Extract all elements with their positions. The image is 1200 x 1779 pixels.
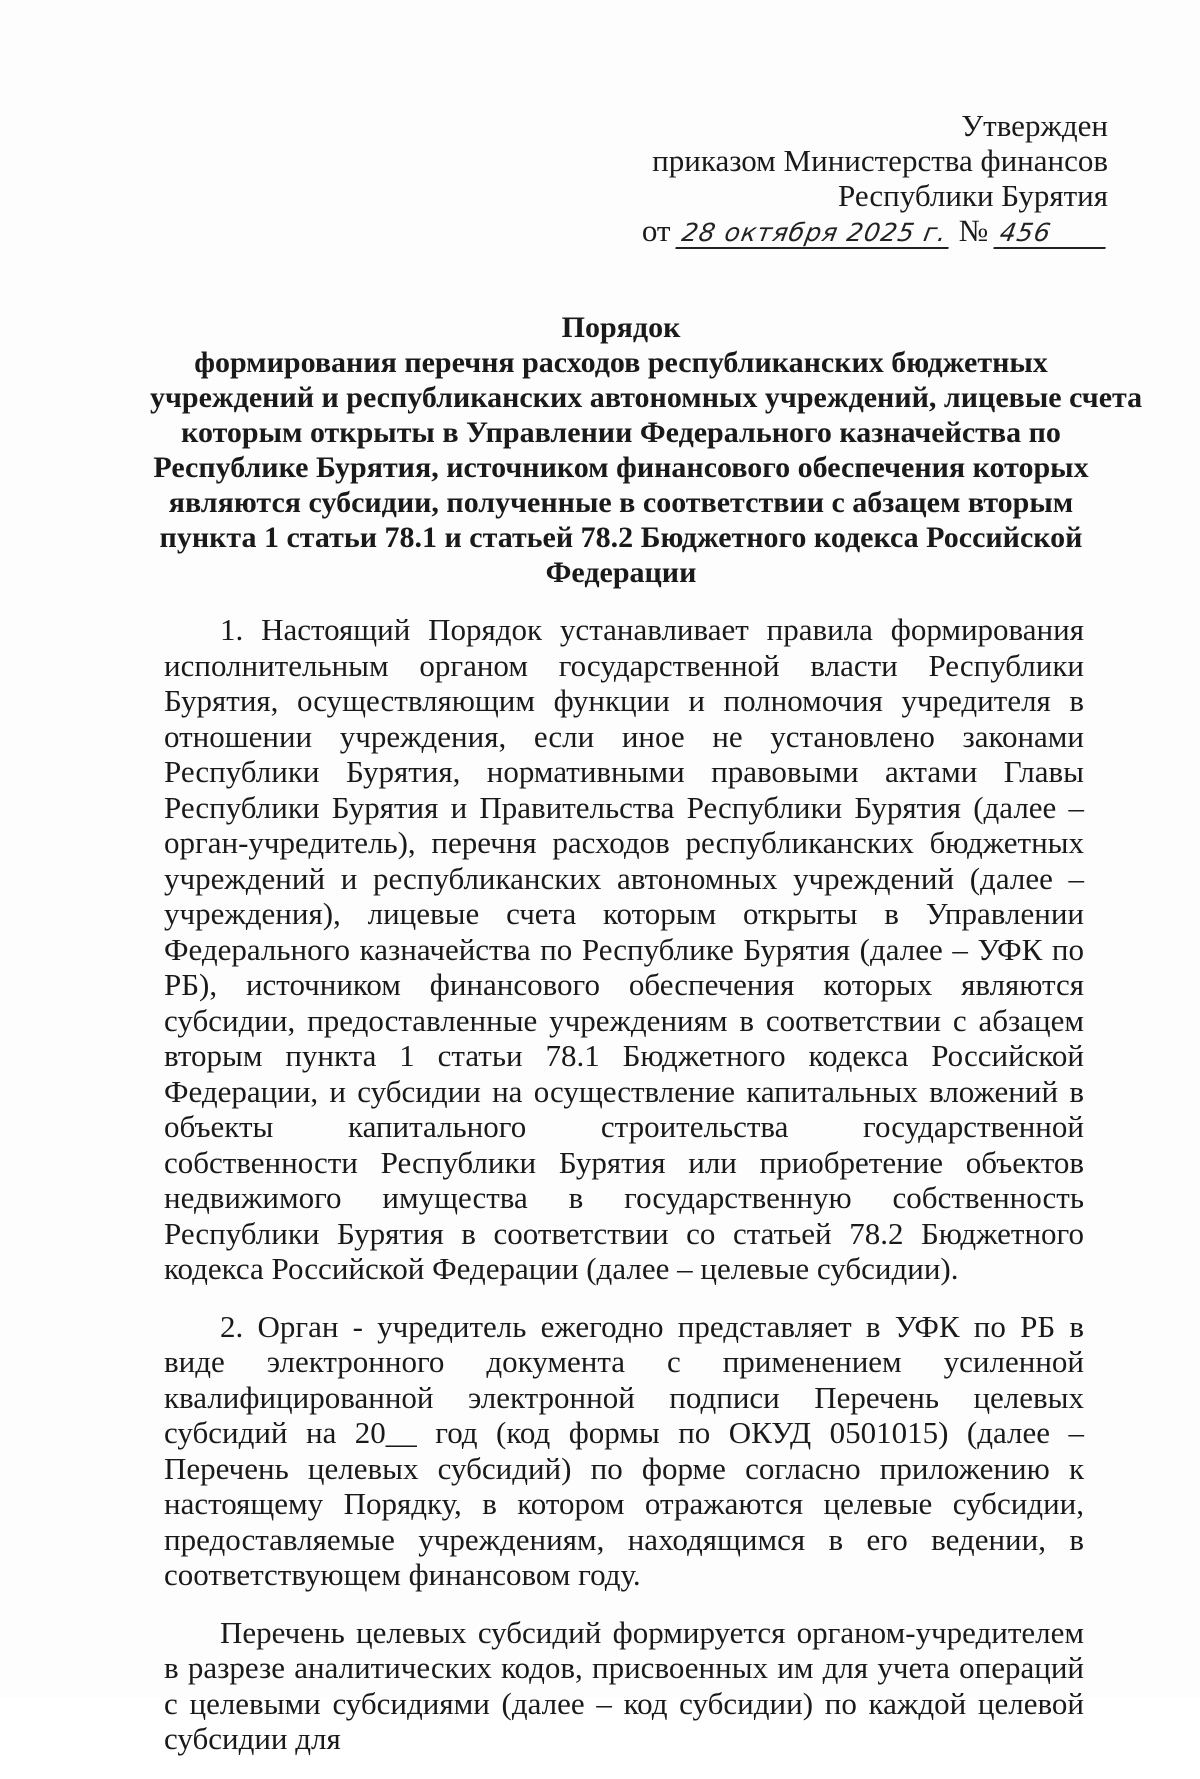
- title-line: Федерации: [545, 556, 697, 589]
- approval-stamp-block: [642, 108, 1108, 249]
- document-body: [164, 612, 1084, 1779]
- paragraph-3: Перечень целевых субсидий формируется органом-учредителем в разрезе аналитических кодов, присвоенных им для учета операций с целевыми субсидиями (далее – код субсидии) по каждой целевой субсидии для: [164, 1614, 1084, 1756]
- title-line: учреждений и республиканских автономных учреждений, лицевые счета: [150, 381, 1143, 414]
- paragraph-2: 2. Орган - учредитель ежегодно представляет в УФК по РБ в виде электронного документа с применением усиленной квалифицированной электронной подписи Перечень целевых субсидий на 20__ год (код формы по ОКУД 0501015) (далее – Перечень целевых субсидий) по форме согласно приложению к настоящему Порядку, в котором отражаются целевые субсидии, предоставляемые учреждениям, находящимся в его ведении, в соответствующем финансовом году.: [164, 1308, 1084, 1592]
- title-line: Республике Бурятия, источником финансового обеспечения которых: [153, 451, 1089, 484]
- handwritten-number: 456: [993, 219, 1110, 249]
- handwritten-date: 28 октября 2025 г.: [676, 219, 954, 249]
- title-heading: Порядок: [561, 311, 681, 344]
- approval-date-number-line: [642, 213, 1108, 249]
- title-line: являются субсидии, полученные в соответствии с абзацем вторым: [168, 486, 1074, 519]
- from-prefix: от: [641, 213, 671, 248]
- document-title: [150, 310, 1143, 590]
- title-line: формирования перечня расходов республиканских бюджетных: [194, 346, 1048, 379]
- paragraph-1: 1. Настоящий Порядок устанавливает правила формирования исполнительным органом государственной власти Республики Бурятия, осуществляющим функции и полномочия учредителя в отношении учреждения, если иное не установлено законами Республики Бурятия, нормативными правовыми актами Главы Республики Бурятия и Правительства Республики Бурятия (далее – орган-учредитель), перечня расходов республиканских бюджетных учреждений и республиканских автономных учреждений (далее – учреждения), лицевые счета которым открыты в Управлении Федерального казначейства по Республике Бурятия (далее – УФК по РБ), источником финансового обеспечения которых являются субсидии, предоставленные учреждениям в соответствии с абзацем вторым пункта 1 статьи 78.1 Бюджетного кодекса Российской Федерации, и субсидии на осуществление капитальных вложений в объекты капитального строительства государственной собственности Республики Бурятия или приобретение объектов недвижимого имущества в государственную собственность Республики Бурятия в соответствии со статьей 78.2 Бюджетного кодекса Российской Федерации (далее – целевые субсидии).: [164, 612, 1084, 1286]
- number-prefix: №: [958, 213, 989, 248]
- title-line: которым открыты в Управлении Федерального казначейства по: [181, 416, 1061, 449]
- title-line: пункта 1 статьи 78.1 и статьей 78.2 Бюджетного кодекса Российской: [159, 521, 1083, 554]
- approval-order-line: приказом Министерства финансов: [652, 143, 1108, 178]
- approval-title: Утвержден: [961, 108, 1108, 143]
- approval-republic-line: Республики Бурятия: [838, 178, 1108, 213]
